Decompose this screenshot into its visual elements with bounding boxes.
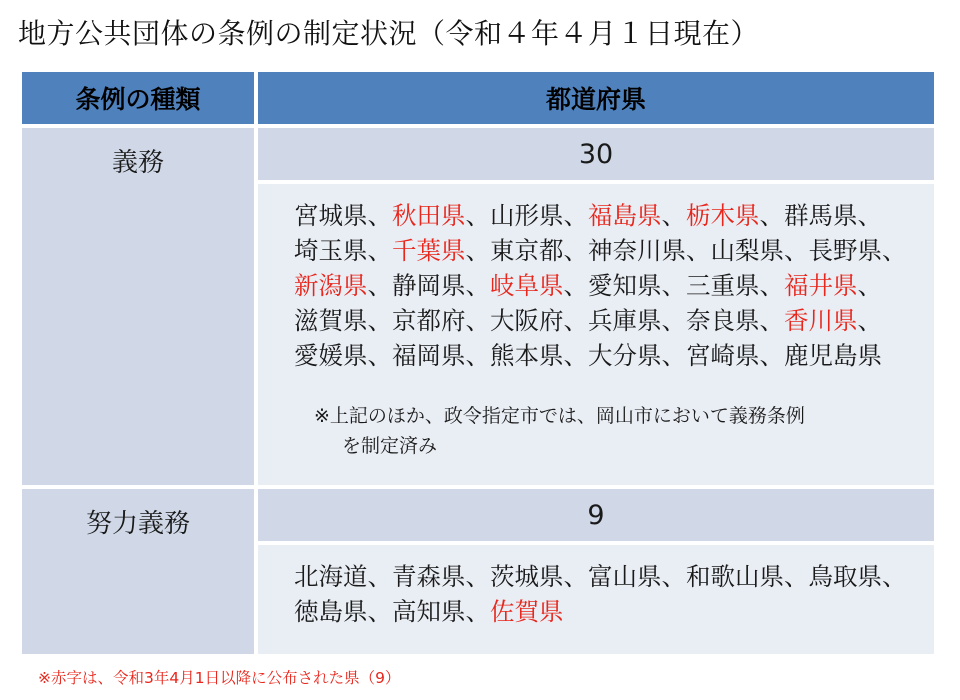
row-prefecture-cell xyxy=(258,545,934,654)
prefecture-name: 愛知県 xyxy=(588,271,662,300)
prefecture-name: 秋田県 xyxy=(392,201,466,230)
note xyxy=(314,401,934,461)
row-count-cell xyxy=(258,489,934,541)
separator: 、 xyxy=(661,271,686,300)
prefecture-name: 福島県 xyxy=(588,201,662,230)
separator: 、 xyxy=(759,341,784,370)
prefecture-name: 新潟県 xyxy=(294,271,368,300)
separator: 、 xyxy=(367,341,392,370)
separator: 、 xyxy=(661,341,686,370)
prefecture-name: 山形県 xyxy=(490,201,564,230)
separator: 、 xyxy=(465,271,490,300)
prefecture-name: 東京都 xyxy=(490,236,564,265)
prefecture-name: 鹿児島県 xyxy=(784,341,882,370)
separator: 、 xyxy=(367,201,392,230)
prefecture-name: 埼玉県 xyxy=(294,236,368,265)
page-title: 地方公共団体の条例の制定状況（令和４年４月１日現在） xyxy=(18,17,760,50)
separator: 、 xyxy=(857,201,882,230)
separator: 、 xyxy=(857,306,882,335)
separator: 、 xyxy=(784,236,809,265)
separator: 、 xyxy=(661,562,686,591)
prefecture-name: 静岡県 xyxy=(392,271,466,300)
separator: 、 xyxy=(563,306,588,335)
prefecture-name: 佐賀県 xyxy=(490,597,564,626)
prefecture-name: 青森県 xyxy=(392,562,466,591)
separator: 、 xyxy=(563,341,588,370)
separator: 、 xyxy=(367,562,392,591)
prefecture-name: 徳島県 xyxy=(294,597,368,626)
separator: 、 xyxy=(784,562,809,591)
ordinance-table xyxy=(22,72,934,654)
prefecture-name: 奈良県 xyxy=(686,306,760,335)
prefecture-name: 大阪府 xyxy=(490,306,564,335)
note-line-2: を制定済み xyxy=(342,435,438,457)
prefecture-list xyxy=(294,559,934,629)
prefecture-name: 福井県 xyxy=(784,271,858,300)
prefecture-name: 高知県 xyxy=(392,597,466,626)
separator: 、 xyxy=(686,236,711,265)
prefecture-name: 滋賀県 xyxy=(294,306,368,335)
prefecture-name: 茨城県 xyxy=(490,562,564,591)
prefecture-name: 千葉県 xyxy=(392,236,466,265)
prefecture-list xyxy=(294,198,934,373)
prefecture-name: 富山県 xyxy=(588,562,662,591)
prefecture-name: 宮城県 xyxy=(294,201,368,230)
prefecture-name: 三重県 xyxy=(686,271,760,300)
prefecture-name: 山梨県 xyxy=(710,236,784,265)
separator: 、 xyxy=(759,201,784,230)
separator: 、 xyxy=(367,271,392,300)
prefecture-name: 北海道 xyxy=(294,562,368,591)
row-count-cell xyxy=(258,128,934,180)
row-count: 9 xyxy=(587,499,605,531)
separator: 、 xyxy=(465,562,490,591)
separator: 、 xyxy=(465,341,490,370)
prefecture-name: 長野県 xyxy=(808,236,882,265)
row-prefecture-cell xyxy=(258,184,934,485)
separator: 、 xyxy=(563,201,588,230)
prefecture-name: 和歌山県 xyxy=(686,562,784,591)
prefecture-name: 愛媛県 xyxy=(294,341,368,370)
row-type-cell xyxy=(22,128,254,485)
row-type-label: 義務 xyxy=(111,148,164,178)
separator: 、 xyxy=(465,597,490,626)
prefecture-name: 香川県 xyxy=(784,306,858,335)
prefecture-name: 兵庫県 xyxy=(588,306,662,335)
separator: 、 xyxy=(465,236,490,265)
separator: 、 xyxy=(661,201,686,230)
separator: 、 xyxy=(465,306,490,335)
separator: 、 xyxy=(857,271,882,300)
separator: 、 xyxy=(367,306,392,335)
separator: 、 xyxy=(367,236,392,265)
separator: 、 xyxy=(563,236,588,265)
note-line-1: ※上記のほか、政令指定市では、岡山市において義務条例 xyxy=(314,405,805,427)
prefecture-name: 神奈川県 xyxy=(588,236,686,265)
separator: 、 xyxy=(563,562,588,591)
header-prefectures: 都道府県 xyxy=(258,72,934,124)
separator: 、 xyxy=(759,306,784,335)
prefecture-name: 熊本県 xyxy=(490,341,564,370)
row-type-cell xyxy=(22,489,254,654)
prefecture-name: 大分県 xyxy=(588,341,662,370)
separator: 、 xyxy=(367,597,392,626)
prefecture-name: 鳥取県 xyxy=(808,562,882,591)
separator: 、 xyxy=(882,562,907,591)
prefecture-name: 岐阜県 xyxy=(490,271,564,300)
prefecture-name: 京都府 xyxy=(392,306,466,335)
separator: 、 xyxy=(759,271,784,300)
prefecture-name: 宮崎県 xyxy=(686,341,760,370)
prefecture-name: 栃木県 xyxy=(686,201,760,230)
header-ordinance-type: 条例の種類 xyxy=(22,72,254,124)
separator: 、 xyxy=(563,271,588,300)
row-type-label: 努力義務 xyxy=(85,509,190,539)
separator: 、 xyxy=(465,201,490,230)
prefecture-name: 福岡県 xyxy=(392,341,466,370)
footnote: ※赤字は、令和3年4月1日以降に公布された県（9） xyxy=(38,669,401,687)
separator: 、 xyxy=(882,236,907,265)
row-count: 30 xyxy=(578,138,614,170)
separator: 、 xyxy=(661,306,686,335)
prefecture-name: 群馬県 xyxy=(784,201,858,230)
